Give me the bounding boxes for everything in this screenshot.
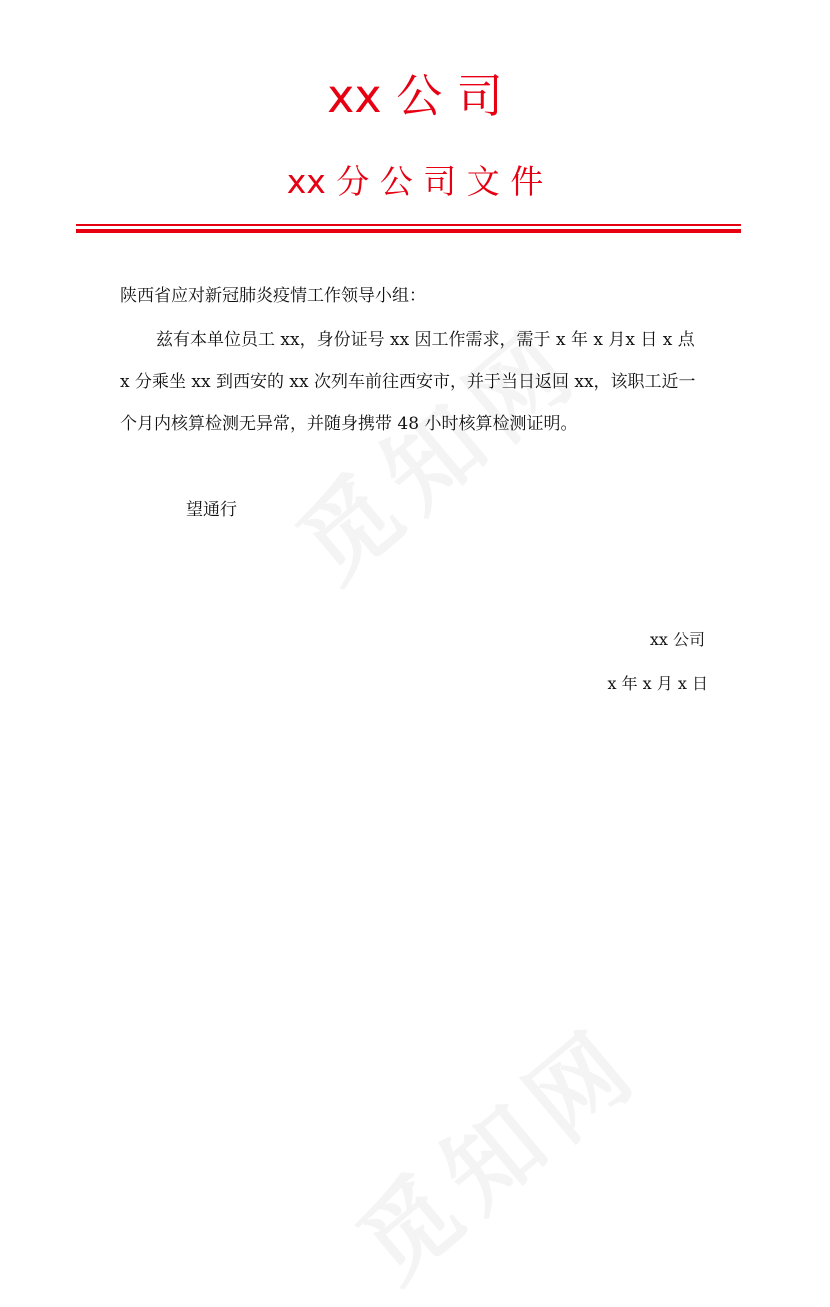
- watermark: [325, 990, 666, 1307]
- signature-company: xx 公司: [649, 630, 705, 649]
- letter-closing: 望通行: [186, 500, 237, 520]
- signature-date: x 年 x 月 x 日: [607, 674, 708, 693]
- document-header-title: xx 公 司: [327, 69, 503, 123]
- letter-body-paragraph: 兹有本单位员工 xx，身份证号 xx 因工作需求，需于 x 年 x 月x 日 x 点 x 分乘坐 xx 到西安的 xx 次列车前往西安市，并于当日返回 xx，该职工近一个月内核算检测无异常，并随身携带 48 小时核算检测证明。: [120, 330, 696, 434]
- header-divider-thick: [76, 229, 741, 233]
- document-header-subtitle: xx 分 公 司 文 件: [286, 162, 544, 201]
- letter-addressee: 陕西省应对新冠肺炎疫情工作领导小组：: [120, 286, 426, 306]
- header-divider-thin: [76, 224, 741, 226]
